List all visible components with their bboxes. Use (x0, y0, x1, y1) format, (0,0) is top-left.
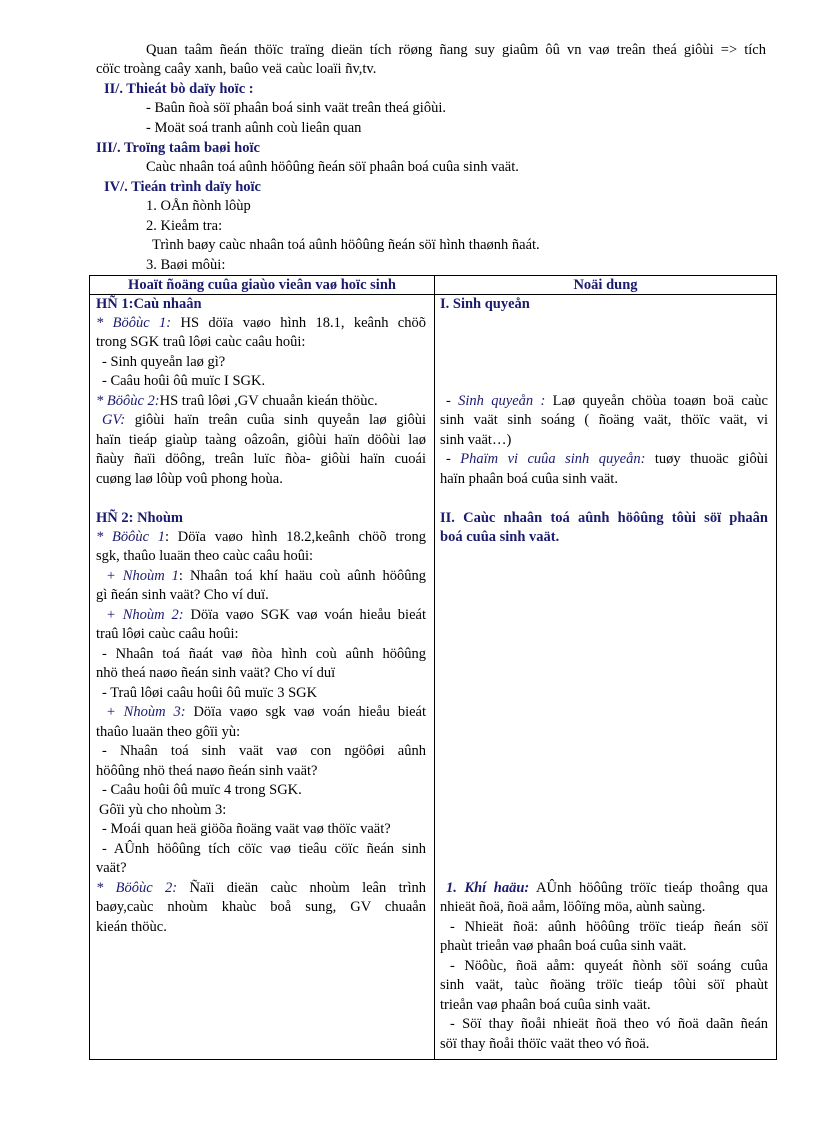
hints-heading: Gôïi yù cho nhoùm 3: (99, 802, 227, 818)
teacher-note-line-1 (102, 411, 426, 430)
group-2-question-2: - Traû lôøi caâu hoûi ôû muïc 3 SGK (102, 685, 318, 701)
biosphere-definition-cont: sinh vaät sinh soáng ( ñoäng vaät, thöïc vaät, vi (440, 412, 768, 428)
group-3-question-1: - Nhaân toá sinh vaät vaø con ngöôøi aûnh (102, 743, 426, 759)
group-1-task (106, 567, 426, 586)
activity-2-title: HÑ 2: Nhoùm (96, 510, 184, 526)
activity-2-step-2-cont-2: kieán thöùc. (96, 919, 167, 935)
activity-1-step-1 (96, 314, 426, 333)
activity-2-step-2 (96, 879, 426, 898)
step-2-question: Trình baøy caùc nhaân toá aûnh höôûng ñeán söï hình thaønh ñaát. (152, 237, 540, 253)
group-3-question-1-cont: höôûng nhö theá naøo ñeán sinh vaät? (96, 763, 318, 779)
content-cell (435, 295, 777, 1060)
step-3: 3. Baøi môùi: (146, 257, 226, 273)
hint-question-2-cont: vaät? (96, 860, 127, 876)
group-task-text: Döïa vaøo SGK vaø voán hieåu bieát (183, 607, 426, 623)
content-section-1-title: I. Sinh quyeån (440, 296, 530, 312)
intro-paragraph-line1: Quan taâm ñeán thöïc traïng dieän tích röøng ñang suy giaûm ôû vn vaø treân theá giôùi => tích (146, 42, 766, 58)
group-label: + Nhoùm 3: (106, 704, 186, 720)
teacher-note-line-3: ñaùy ñaïi döông, treân luïc ñòa- giôùi haïn cuoái (96, 451, 426, 467)
water-effect-cont: sinh vaät, taùc ñoäng tröïc tieáp tôùi söï phaùt (440, 977, 768, 993)
step-text: HS döïa vaøo hình 18.1, keânh chöõ (171, 315, 426, 331)
latitude-effect-cont: söï thay ñoåi thöïc vaät theo vó ñoä. (440, 1036, 650, 1052)
latitude-effect: - Söï thay ñoåi nhieät ñoä theo vó ñoä daãn ñeán (450, 1016, 768, 1032)
step-text: HS traû lôøi ,GV chuaån kieán thöùc. (159, 393, 378, 409)
group-2-task (106, 606, 426, 625)
step-label: * Böôùc 1: (96, 315, 172, 331)
biosphere-definition-cont-2: sinh vaät…) (440, 432, 512, 448)
content-section-2-title-cont: boá cuûa sinh vaät. (440, 529, 560, 545)
step-1: 1. OÅn ñònh lôùp (146, 198, 251, 214)
header-activities: Hoaït ñoäng cuûa giaùo vieân vaø hoïc sinh (90, 276, 435, 295)
content-section-2-title: II. Caùc nhaân toá aûnh höôûng tôùi söï phaân (440, 510, 768, 526)
biosphere-scope: - Phaïm vi cuûa sinh quyeån: tuøy thuoäc giôùi (446, 451, 768, 467)
term-text: Laø quyeån chöùa toaøn boä caùc (545, 393, 768, 409)
biosphere-definition: - Sinh quyeån : Laø quyeån chöùa toaøn boä caùc (446, 393, 768, 409)
teacher-note-text: giôùi haïn treân cuûa sinh quyeån laø giôùi (125, 412, 426, 428)
group-task-text: Döïa vaøo sgk vaø voán hieåu bieát (185, 704, 426, 720)
factor-text: AÛnh höôûng tröïc tieáp thoâng qua (529, 880, 768, 896)
water-effect: - Nöôùc, ñoä aåm: quyeát ñònh söï soáng cuûa (450, 958, 768, 974)
activity-1-title: HÑ 1:Caù nhaân (96, 296, 202, 312)
factor-label: 1. Khí haäu: (446, 880, 530, 896)
group-2-question-1: - Nhaân toá ñaát vaø ñòa hình coù aûnh höôûng (102, 646, 426, 662)
group-3-task-cont: thaûo luaän theo gôïi yù: (96, 724, 241, 740)
activity-1-question-1: - Sinh quyeån laø gì? (102, 354, 226, 370)
biosphere-scope-cont: haïn phaân boá cuûa sinh vaät. (440, 471, 618, 487)
teacher-label: GV: (102, 412, 126, 428)
temperature-effect-cont: phaùt trieån vaø phaân boá cuûa sinh vaät. (440, 938, 687, 954)
activities-cell (90, 295, 435, 1060)
teacher-note-line-4: cuøng laø lôùp voû phong hoùa. (96, 471, 283, 487)
step-text: Ñaïi dieän caùc nhoùm leân trình (177, 880, 426, 896)
term-text: tuøy thuoäc giôùi (645, 451, 768, 467)
teacher-note-line-2: haïn tieáp giaùp taàng oâzoân, giôùi haïn döôùi laø (96, 432, 426, 448)
climate-factor-cont: nhieät ñoä, ñoä aåm, löôïng möa, aùnh saùng. (440, 899, 706, 915)
hint-question-1: - Moái quan heä giöõa ñoäng vaät vaø thöïc vaät? (102, 821, 391, 837)
section-4-heading: IV/. Tieán trình daïy hoïc (104, 179, 261, 195)
activity-1-step-2 (96, 392, 378, 411)
activity-2-step-2-cont: baøy,caùc nhoùm khaùc boå sung, GV chuaån (96, 899, 426, 915)
term-label: Phaïm vi cuûa sinh quyeån: (460, 451, 646, 467)
step-label: * Böôùc 2: (96, 393, 160, 409)
section-2-heading: II/. Thieát bò daïy hoïc : (104, 81, 254, 97)
water-effect-cont-2: trieån vaø phaân boá cuûa sinh vaät. (440, 997, 651, 1013)
hint-question-2: - AÛnh höôûng tích cöïc vaø tieâu cöïc ñeán sinh (102, 841, 426, 857)
activity-1-step-1-cont: trong SGK traû lôøi caùc caâu hoûi: (96, 334, 306, 350)
step-label: * Böôùc 1 (96, 529, 166, 545)
group-2-question-1-cont: nhö theá naøo ñeán sinh vaät? Cho ví duï (96, 665, 336, 681)
temperature-effect: - Nhieät ñoä: aûnh höôûng tröïc tieáp ñeán söï (450, 919, 768, 935)
table-header-row (90, 276, 777, 295)
section-3-heading: III/. Troïng taâm baøi hoïc (96, 140, 260, 156)
step-label: * Böôùc 2: (96, 880, 178, 896)
intro-paragraph-line2: cöïc troàng caây xanh, baûo veä caùc loaïi ñv,tv. (96, 61, 377, 77)
equipment-item-2: - Moät soá tranh aûnh coù lieân quan (146, 120, 362, 136)
group-3-task (106, 703, 426, 722)
header-content: Noäi dung (435, 276, 777, 295)
group-3-question-2: - Caâu hoûi ôû muïc 4 trong SGK. (102, 782, 302, 798)
equipment-item-1: - Baûn ñoà söï phaân boá sinh vaät treân theá giôùi. (146, 100, 446, 116)
activity-2-step-1 (96, 528, 426, 547)
focus-text: Caùc nhaân toá aûnh höôûng ñeán söï phaân boá cuûa sinh vaät. (146, 159, 519, 175)
group-task-text: : Nhaân toá khí haäu coù aûnh höôûng (178, 568, 426, 584)
group-2-task-cont: traû lôøi caùc caâu hoûi: (96, 626, 239, 642)
step-text: : Döïa vaøo hình 18.2,keânh chöõ trong (165, 529, 427, 545)
climate-factor (446, 879, 768, 898)
term-label: Sinh quyeån : (458, 393, 546, 409)
lesson-table (89, 275, 777, 1060)
step-2: 2. Kieåm tra: (146, 218, 223, 234)
group-1-task-cont: gì ñeán sinh vaät? Cho ví duï. (96, 587, 269, 603)
activity-2-step-1-cont: sgk, thaûo luaän theo caùc caâu hoûi: (96, 548, 314, 564)
group-label: + Nhoùm 1 (106, 568, 179, 584)
table-body-row (90, 295, 777, 1060)
activity-1-question-2: - Caâu hoûi ôû muïc I SGK. (102, 373, 266, 389)
group-label: + Nhoùm 2: (106, 607, 184, 623)
